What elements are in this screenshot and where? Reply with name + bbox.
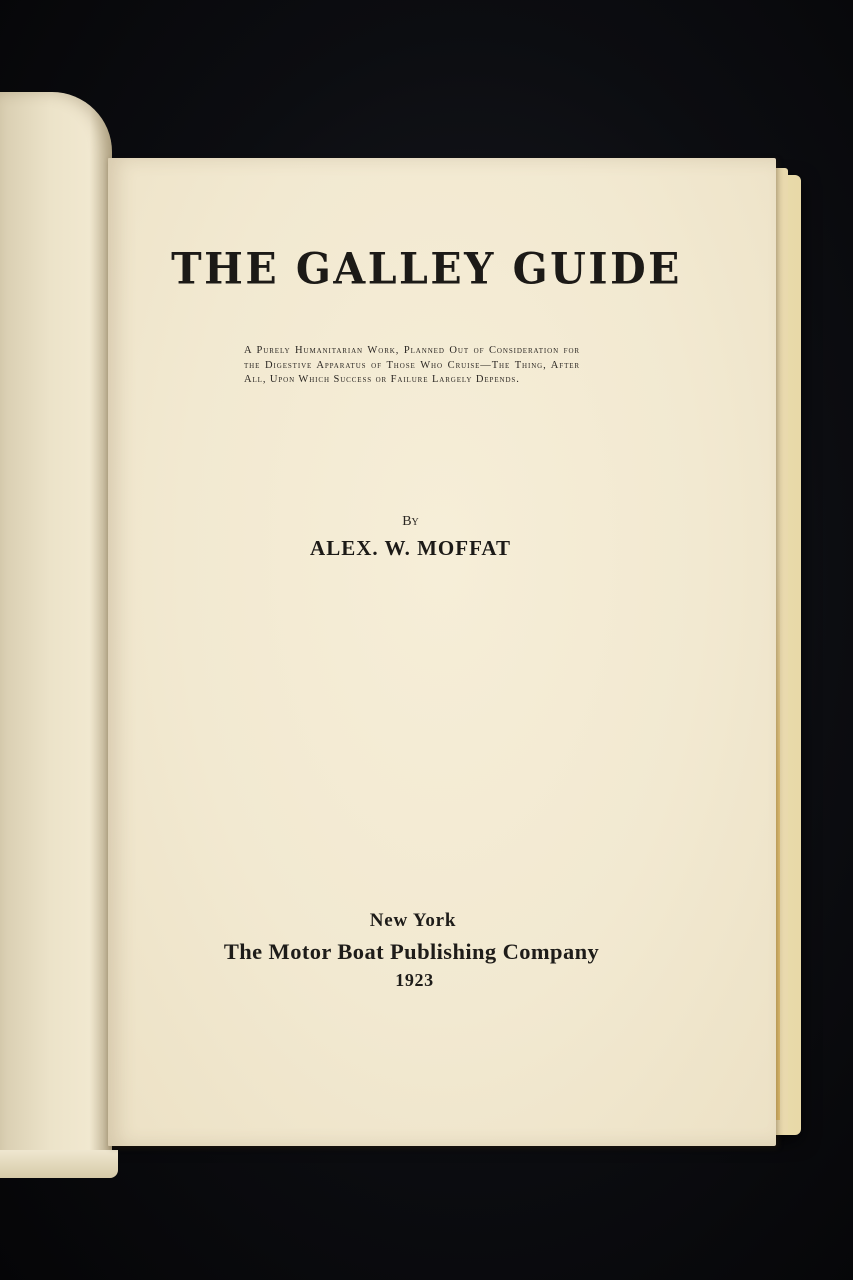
publisher-name: The Motor Boat Publishing Company	[223, 939, 600, 964]
left-page-bottom-edge	[0, 1150, 118, 1178]
author-name: ALEX. W. MOFFAT	[310, 536, 511, 560]
by-label: By	[402, 514, 419, 529]
book-title: THE GALLEY GUIDE	[171, 243, 682, 295]
publication-year: 1923	[395, 970, 434, 990]
title-page	[108, 158, 776, 1146]
publication-city: New York	[369, 910, 457, 931]
book-subtitle: A Purely Humanitarian Work, Planned Out of Consideration for the Digestive Apparatus of Those Who Cruise—The Thing, After All, Upon Which Success or Failure Largely Depends.	[244, 345, 580, 385]
